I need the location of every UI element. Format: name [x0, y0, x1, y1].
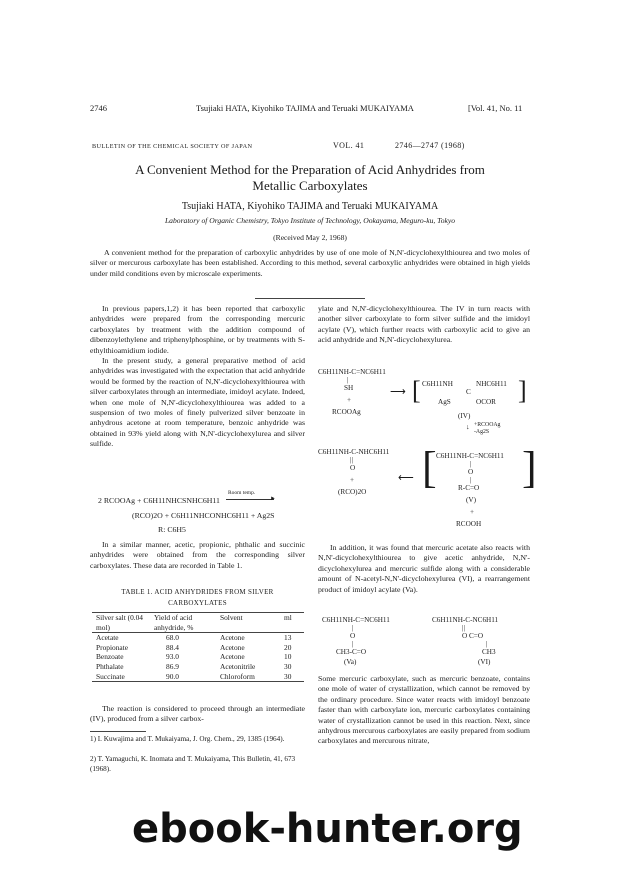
- structure-va-top: C6H11NH-C=NC6H11: [322, 616, 390, 624]
- equation-arrow: [226, 499, 274, 500]
- affiliation: Laboratory of Organic Chemistry, Tokyo Institute of Technology, Ookayama, Meguro-ku, Tokyo: [164, 216, 456, 225]
- table-header-cell: ml: [284, 613, 292, 622]
- structure-va-oxygen: O: [350, 632, 356, 640]
- reagent-remove: -Ag2S: [474, 429, 490, 435]
- running-title: Tsujiaki HATA, Kiyohiko TAJIMA and Teruaki MUKAIYAMA: [196, 103, 414, 113]
- table-cell: 30: [284, 671, 292, 681]
- table-header-cell: Solvent: [220, 613, 243, 622]
- arrow-left-icon: ⟵: [398, 472, 414, 484]
- structure-vi-methyl: CH3: [482, 648, 496, 656]
- table-cell: 93.0: [166, 652, 179, 662]
- table-row: [92, 633, 304, 643]
- bracket-close-icon: ]: [522, 443, 537, 492]
- plus-sign: +: [347, 396, 352, 404]
- table-cell: Benzoate: [96, 652, 124, 662]
- left-paragraph-4: The reaction is considered to proceed through an intermediate (IV), produced from a silver carbox-: [90, 704, 305, 724]
- table-header-row: [92, 613, 304, 633]
- table-1: [92, 612, 304, 682]
- intermediate-iv-label: (IV): [458, 412, 471, 420]
- right-column-middle: [318, 543, 530, 595]
- table-caption-line2: CARBOXYLATES: [168, 599, 227, 607]
- left-paragraph-4-wrap: [90, 704, 305, 725]
- table-cell: Acetonitrile: [220, 661, 256, 671]
- journal-pages: 2746—2747 (1968): [395, 141, 465, 150]
- table-header-cell: Yield of acid anhydride, %: [154, 613, 194, 632]
- table-caption-line1: TABLE 1. ACID ANHYDRIDES FROM SILVER: [121, 588, 274, 596]
- journal-volume: VOL. 41: [333, 141, 365, 150]
- reactant-silver-carboxylate: RCOOAg: [332, 408, 361, 416]
- intermediate-v-top: C6H11NH-C=NC6H11: [436, 452, 504, 460]
- abstract: A convenient method for the preparation of carboxylic anhydrides by use of one mole of N,N'-dicyclohexylthiourea and two moles of silver or mercurous carboxylate has been established. According to this method, several carboxylic anhydrides were obtained in high yields under mild conditions even by microscale experiments.: [90, 248, 530, 278]
- left-paragraph-1: In previous papers,1,2) it has been reported that carboxylic anhydrides were prepared from the corresponding mercuric carboxylates by treatment with the addition compound of dibenzoylethylene and triphenylphosphine, or by treatments with S-ethylthioamidium iodide.: [90, 304, 305, 355]
- plus-sign: +: [470, 508, 475, 516]
- left-paragraph-3: In a similar manner, acetic, propionic, phthalic and succinic anhydrides were obtained from the corresponding silver carboxylates. These data are recorded in Table 1.: [90, 540, 305, 570]
- table-cell: 10: [284, 652, 292, 662]
- structure-va-label: (Va): [344, 658, 357, 666]
- carboxylic-acid: RCOOH: [456, 520, 482, 528]
- table-cell: Acetone: [220, 652, 245, 662]
- bracket-open-icon: [: [412, 376, 421, 405]
- left-paragraph-3-wrap: [90, 540, 305, 571]
- equation-line-1: 2 RCOOAg + C6H11NHCSNHC6H11: [98, 496, 220, 505]
- footnote-2: 2) T. Yamaguchi, K. Inomata and T. Mukaiyama, This Bulletin, 41, 673 (1968).: [90, 755, 296, 773]
- right-paragraph-1: ylate and N,N'-dicyclohexylthiourea. The IV in turn reacts with another silver carboxylate to form silver sulfide and the imidoyl acylate (V), which further reacts with carboxylic acid to give an acid anhydride and N,N'-dicyclohexylurea.: [318, 304, 530, 345]
- table-cell: Phthalate: [96, 661, 124, 671]
- intermediate-v-acyl: R-C=O: [458, 484, 480, 492]
- table-cell: 20: [284, 642, 292, 652]
- plus-sign: +: [350, 476, 355, 484]
- received-date: (Received May 2, 1968): [273, 233, 347, 242]
- product-urea: C6H11NH-C-NHC6H11: [318, 448, 390, 456]
- bond-mark: |: [352, 624, 354, 632]
- article-title-line2: Metallic Carboxylates: [252, 178, 368, 193]
- table-row: [92, 643, 304, 653]
- table-row: [92, 672, 304, 682]
- authors: Tsujiaki HATA, Kiyohiko TAJIMA and Teruaki MUKAIYAMA: [181, 201, 439, 212]
- table-cell: Chloroform: [220, 671, 255, 681]
- right-paragraph-3: Some mercuric carboxylate, such as mercuric benzoate, contains one mole of water of crystallization, which cannot be removed by the ordinary procedure. Since water reacts with imidoyl benzoate faster than with carboxylate ion, mercuric carboxylates containing water of crystallization cannot be used in this reaction. Next, since anhydrous mercurous carboxylates are easily prepared from sodium carboxylates and mercurous nitrate,: [318, 674, 530, 746]
- bond-mark: |: [470, 460, 472, 468]
- intermediate-iv-left-top: C6H11NH: [422, 380, 453, 388]
- structure-vi-middle: O C=O: [462, 632, 484, 640]
- intermediate-v-label: (V): [466, 496, 476, 504]
- product-anhydride: (RCO)2O: [338, 488, 367, 496]
- structure-va-acyl: CH3-C=O: [336, 648, 367, 656]
- table-cell: 30: [284, 661, 292, 671]
- equation-arrow-label: Room temp.: [228, 490, 256, 496]
- arrow-down-icon: ↓: [466, 423, 470, 431]
- equation-arrow-head: ►: [270, 496, 276, 502]
- thiol-group: SH: [344, 384, 354, 392]
- table-cell: 88.4: [166, 642, 179, 652]
- structure-vi-top: C6H11NH-C-NC6H11: [432, 616, 499, 624]
- reaction-scheme: [318, 368, 537, 536]
- reactant-thiourea: C6H11NH-C=NC6H11: [318, 368, 386, 376]
- equation-line-2: (RCO)2O + C6H11NHCONHC6H11 + Ag2S: [132, 511, 275, 520]
- intermediate-iv-left-bottom: AgS: [438, 398, 451, 406]
- table-header-cell: Silver salt (0.04 mol): [96, 613, 144, 632]
- bracket-close-icon: ]: [518, 376, 527, 405]
- bond-mark: |: [347, 376, 349, 384]
- intermediate-iv-right-bottom: OCOR: [476, 398, 496, 406]
- watermark: ebook-hunter.org: [132, 806, 523, 852]
- page-number: 2746: [90, 103, 107, 113]
- table-cell: 68.0: [166, 633, 179, 643]
- bond-mark: |: [470, 476, 472, 484]
- bracket-open-icon: [: [422, 443, 437, 492]
- journal-name: BULLETIN OF THE CHEMICAL SOCIETY OF JAPAN: [92, 143, 253, 150]
- right-paragraph-2: In addition, it was found that mercuric acetate also reacts with N,N'-dicyclohexylthiourea to give acetic anhydride, N,N'-dicyclohexylurea and mercuric sulfide along with a considerable amount of N-acetyl-N,N'-dicyclohexylurea (VI), a rearrangement product of imidoyl acylate (Va).: [318, 543, 530, 594]
- bond-mark: |: [486, 640, 488, 648]
- table-cell: 90.0: [166, 671, 179, 681]
- intermediate-v-oxygen: O: [468, 468, 474, 476]
- table-cell: Propionate: [96, 642, 129, 652]
- bond-mark: ||: [350, 456, 353, 464]
- table-cell: 13: [284, 633, 292, 643]
- right-column-bottom: [318, 674, 530, 747]
- volume-label: [Vol. 41, No. 11: [468, 103, 523, 113]
- footnote-1: 1) I. Kuwajima and T. Mukaiyama, J. Org. Chem., 29, 1385 (1964).: [90, 735, 285, 743]
- bond-mark: ||: [462, 624, 465, 632]
- table-cell: Succinate: [96, 671, 125, 681]
- bond-mark: |: [352, 640, 354, 648]
- article-title-line1: A Convenient Method for the Preparation of Acid Anhydrides from: [135, 162, 485, 177]
- abstract-divider: [255, 298, 365, 299]
- structure-vi-label: (VI): [478, 658, 491, 666]
- intermediate-iv-center: C: [466, 388, 471, 396]
- left-paragraph-2: In the present study, a general preparative method of acid anhydrides was investigated with the expectation that acid anhydride would be formed by the reaction of N,N'-dicyclohexylthiourea with silver carboxylates through an intermediate, imidoyl acylate. Indeed, when one mole of N,N'-dicyclohexylthiourea was added to a suspension of two moles of finely pulverized silver benzoate in anhydrous acetone at room temperature, benzoic anhydride was obtained in 93% yield along with N,N'-dicyclohexylurea and silver sulfide.: [90, 356, 305, 449]
- footnote-divider: [90, 731, 146, 732]
- urea-oxygen: O: [350, 464, 356, 472]
- arrow-right-icon: ⟶: [390, 386, 406, 398]
- right-column-top: [318, 304, 530, 346]
- reagent-add: +RCOOAg: [474, 422, 501, 428]
- table-cell: 86.9: [166, 661, 179, 671]
- equation-line-3: R: C6H5: [158, 525, 186, 534]
- table-cell: Acetone: [220, 642, 245, 652]
- table-row: [92, 662, 304, 672]
- table-row: [92, 652, 304, 662]
- table-cell: Acetone: [220, 633, 245, 643]
- intermediate-iv-right-top: NHC6H11: [476, 380, 507, 388]
- table-cell: Acetate: [96, 633, 119, 643]
- left-column: [90, 304, 305, 450]
